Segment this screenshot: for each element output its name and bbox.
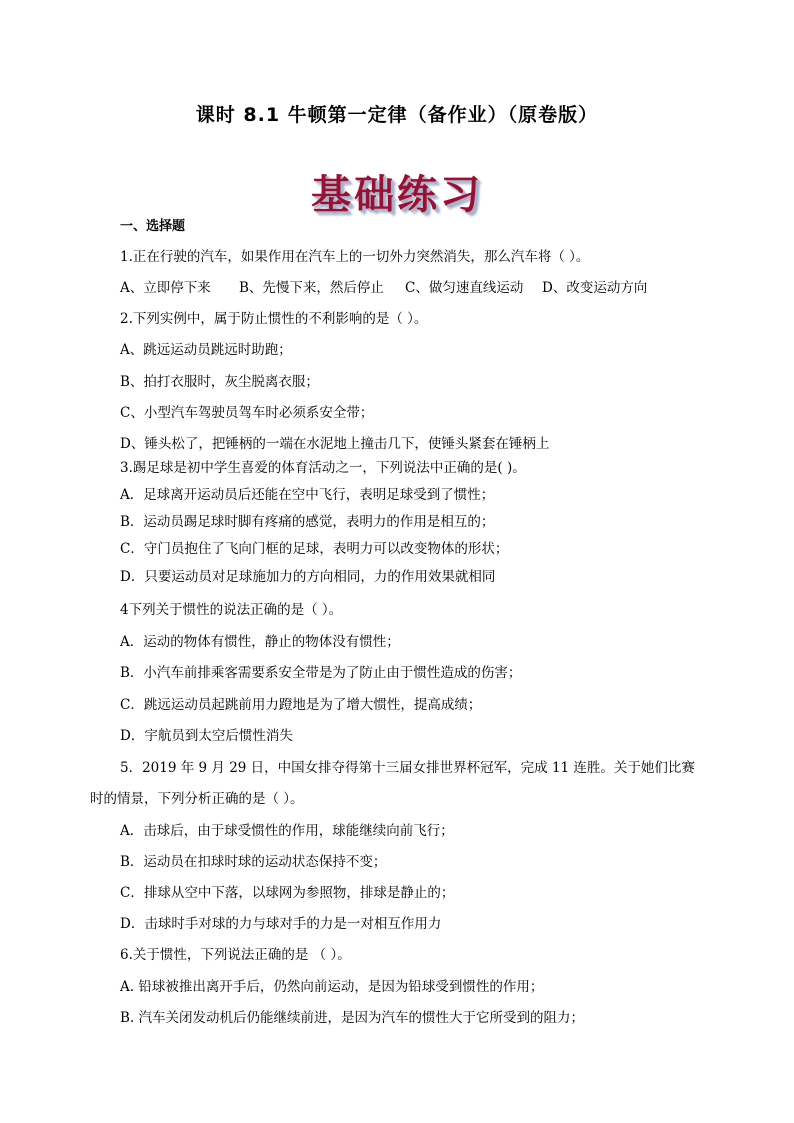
question-1-stem: 1.正在行驶的汽车，如果作用在汽车上的一切外力突然消失，那么汽车将（ ）。 <box>120 249 590 265</box>
question-5-option-b: B．运动员在扣球时球的运动状态保持不变； <box>120 854 387 870</box>
question-5-option-a: A．击球后，由于球受惯性的作用，球能继续向前飞行； <box>120 823 454 839</box>
question-2-option-a: A、跳远运动员跳远时助跑； <box>120 342 292 358</box>
question-4-option-a: A．运动的物体有惯性，静止的物体没有惯性； <box>120 634 400 650</box>
question-2-option-d: D、锤头松了，把锤柄的一端在水泥地上撞击几下，使锤头紧套在锤柄上 <box>120 436 550 452</box>
question-3-option-c: C．守门员抱住了飞向门框的足球，表明力可以改变物体的形状； <box>120 541 509 557</box>
question-5-stem-line-1: 5．2019 年 9 月 29 日，中国女排夺得第十三届女排世界杯冠军，完成 11 连胜。关于她们比赛 <box>120 760 695 776</box>
question-4-option-b: B．小汽车前排乘客需要系安全带是为了防止由于惯性造成的伤害； <box>120 665 522 681</box>
question-5-option-c: C．排球从空中下落，以球网为参照物，排球是静止的； <box>120 885 455 901</box>
question-2-option-c: C、小型汽车驾驶员驾车时必须系安全带； <box>120 405 374 421</box>
section-banner: 基础练习 <box>311 172 483 218</box>
question-1-option-a: A、立即停下来 <box>120 280 211 296</box>
question-1-option-b: B、先慢下来，然后停止 <box>239 280 384 296</box>
question-3-option-a: A．足球离开运动员后还能在空中飞行，表明足球受到了惯性； <box>120 487 495 503</box>
question-2-stem: 2.下列实例中，属于防止惯性的不利影响的是（ ）。 <box>120 311 428 327</box>
question-1-option-d: D、改变运动方向 <box>542 280 648 296</box>
question-4-option-d: D．宇航员到太空后惯性消失 <box>120 728 293 744</box>
question-6-option-a: A. 铅球被推出离开手后，仍然向前运动，是因为铅球受到惯性的作用； <box>120 979 544 995</box>
document-title: 课时 8.1 牛顿第一定律（备作业）（原卷版） <box>195 104 599 126</box>
question-6-stem: 6.关于惯性，下列说法正确的是 （ ）。 <box>120 947 351 963</box>
question-2-option-b: B、拍打衣服时，灰尘脱离衣服； <box>120 374 319 390</box>
question-3-stem: 3.踢足球是初中学生喜爱的体育活动之一，下列说法中正确的是( )。 <box>120 460 526 476</box>
question-1-options <box>120 279 647 297</box>
question-1-option-c: C、做匀速直线运动 <box>405 280 524 296</box>
question-3-option-b: B．运动员踢足球时脚有疼痛的感觉，表明力的作用是相互的； <box>120 514 495 530</box>
question-4-option-c: C．跳远运动员起跳前用力蹬地是为了增大惯性，提高成绩； <box>120 697 482 713</box>
question-6-option-b: B. 汽车关闭发动机后仍能继续前进，是因为汽车的惯性大于它所受到的阻力； <box>120 1010 585 1026</box>
section-heading: 一、选择题 <box>120 219 186 234</box>
question-4-stem: 4下列关于惯性的说法正确的是（ ）。 <box>120 602 343 618</box>
question-5-stem-line-2: 时的情景，下列分析正确的是（ ）。 <box>90 791 304 807</box>
question-3-option-d: D．只要运动员对足球施加力的方向相同，力的作用效果就相同 <box>120 569 496 585</box>
question-5-option-d: D．击球时手对球的力与球对手的力是一对相互作用力 <box>120 916 442 932</box>
